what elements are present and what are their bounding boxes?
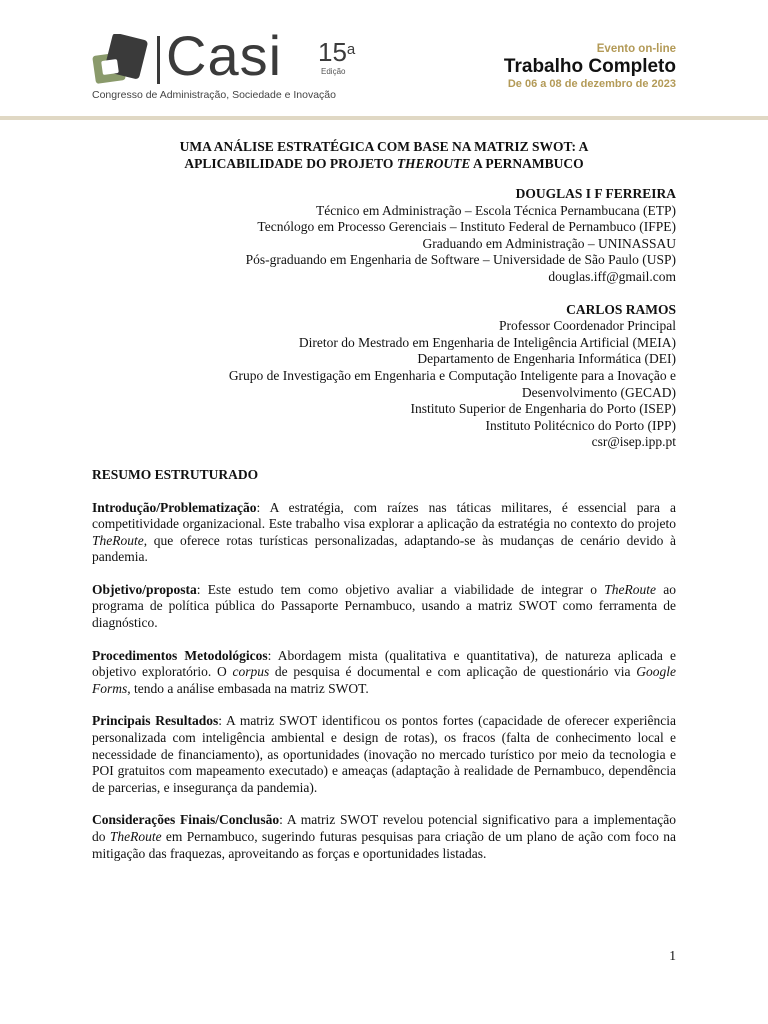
logo-edition-suffix: a	[346, 41, 356, 58]
page-number: 1	[669, 948, 676, 963]
author-email: csr@isep.ipp.pt	[591, 434, 676, 450]
intro-em: TheRoute	[92, 532, 144, 548]
author-block-1	[92, 186, 676, 286]
author-affiliation: Pós-graduando em Engenharia de Software – Universidade de São Paulo (USP)	[245, 252, 676, 268]
author-name: CARLOS RAMOS	[566, 301, 676, 317]
logo-wordmark: Casi	[166, 24, 283, 87]
abstract-methods	[92, 648, 676, 698]
methods-label: Procedimentos Metodológicos	[92, 647, 268, 663]
author-affiliation: Grupo de Investigação em Engenharia e Computação Inteligente para a Inovação e	[228, 367, 676, 383]
title-line-2-em: THEROUTE	[396, 156, 471, 171]
casi-logo-mark-icon	[92, 34, 148, 86]
intro-label: Introdução/Problematização	[92, 499, 257, 515]
objective-text-2: ao programa de política pública do Passaporte Pernambuco, usando a matriz SWOT como ferramenta de diagnóstico.	[92, 581, 676, 631]
conclusion-label: Considerações Finais/Conclusão	[92, 812, 280, 828]
logo-edition	[318, 38, 355, 66]
logo-divider	[157, 36, 160, 84]
intro-text-2: , que oferece rotas turísticas personalizadas, adaptando-se às mudanças de cenário devido à pandemia.	[92, 532, 676, 565]
objective-text: : Este estudo tem como objetivo avaliar a viabilidade de integrar o	[196, 581, 605, 597]
methods-text-2: de pesquisa é documental e com aplicação de questionário via	[269, 664, 637, 680]
author-affiliation: Professor Coordenador Principal	[499, 318, 676, 334]
methods-text: : Abordagem mista (qualitativa e quantitativa), de natureza aplicada e objetivo exploratório. O	[92, 647, 677, 680]
title-line-2-post: A PERNAMBUCO	[470, 156, 584, 171]
logo-edition-number: 15	[318, 37, 347, 67]
author-affiliation: Instituto Superior de Engenharia do Porto (ISEP)	[410, 401, 676, 417]
conclusion-em: TheRoute	[109, 829, 162, 844]
abstract-heading: RESUMO ESTRUTURADO	[92, 466, 259, 482]
author-affiliation: Técnico em Administração – Escola Técnica Pernambucana (ETP)	[316, 202, 676, 218]
author-affiliation: Graduando em Administração – UNINASSAU	[422, 235, 676, 251]
author-affiliation: Instituto Politécnico do Porto (IPP)	[485, 417, 676, 433]
author-email: douglas.iff@gmail.com	[548, 268, 676, 284]
objective-label: Objetivo/proposta	[92, 581, 197, 597]
title-line-1: UMA ANÁLISE ESTRATÉGICA COM BASE NA MATRIZ SWOT: A	[179, 139, 589, 154]
author-affiliation: Desenvolvimento (GECAD)	[521, 384, 676, 400]
objective-em: TheRoute	[604, 581, 657, 597]
methods-text-3: , tendo a análise embasada na matriz SWOT.	[127, 680, 369, 696]
logo-subtitle: Congresso de Administração, Sociedade e Inovação	[92, 89, 336, 101]
author-block-2	[92, 302, 676, 451]
event-info	[504, 42, 676, 91]
results-text: : A matriz SWOT identificou os pontos fortes (capacidade de oferecer experiência personalizada com inteligência ambiental e design de rotas), os fracos (falta de conhecimento local e necessidade de financiamento), as oportunidades (inovação no mercado turístico por meio da tecnologia e POI gratuitos com mapeamento executado) e ameaças (adaptação à realidade de Pernambuco, dependência de parcerias, e insegurança da pandemia).	[92, 713, 676, 795]
title-line-2-pre: APLICABILIDADE DO PROJETO	[184, 156, 397, 171]
logo-edition-label: Edição	[321, 67, 346, 76]
author-affiliation: Diretor do Mestrado em Engenharia de Inteligência Artificial (MEIA)	[298, 334, 676, 350]
conclusion-text: : A matriz SWOT revelou potencial significativo para a implementação do	[92, 812, 677, 844]
results-label: Principais Resultados	[92, 713, 219, 729]
abstract-conclusion	[92, 812, 676, 862]
event-title: Trabalho Completo	[503, 56, 676, 77]
paper-body	[92, 138, 676, 878]
methods-em-2: Google Forms	[92, 664, 676, 696]
event-type: Evento on-line	[596, 43, 676, 55]
conclusion-text-2: em Pernambuco, sugerindo futuras pesquisas para criação de um plano de ação com foco na mitigação das fraquezas, aproveitando as forças e oportunidades listadas.	[92, 829, 677, 861]
event-dates: De 06 a 08 de dezembro de 2023	[507, 78, 676, 90]
abstract-intro	[92, 500, 676, 566]
intro-text: : A estratégia, com raízes nas táticas militares, é essencial para a competitividade organizacional. Este trabalho visa explorar a aplicação da estratégia no contexto do projeto	[92, 499, 676, 532]
abstract-results	[92, 713, 676, 796]
abstract-objective	[92, 582, 676, 632]
header-divider	[0, 116, 768, 120]
page-header	[0, 0, 768, 118]
paper-title	[92, 138, 676, 172]
author-name: DOUGLAS I F FERREIRA	[515, 186, 676, 201]
casi-logo	[92, 24, 382, 110]
author-affiliation: Departamento de Engenharia Informática (DEI)	[417, 351, 676, 367]
methods-em: corpus	[232, 664, 270, 680]
author-affiliation: Tecnólogo em Processo Gerenciais – Instituto Federal de Pernambuco (IFPE)	[257, 219, 676, 235]
